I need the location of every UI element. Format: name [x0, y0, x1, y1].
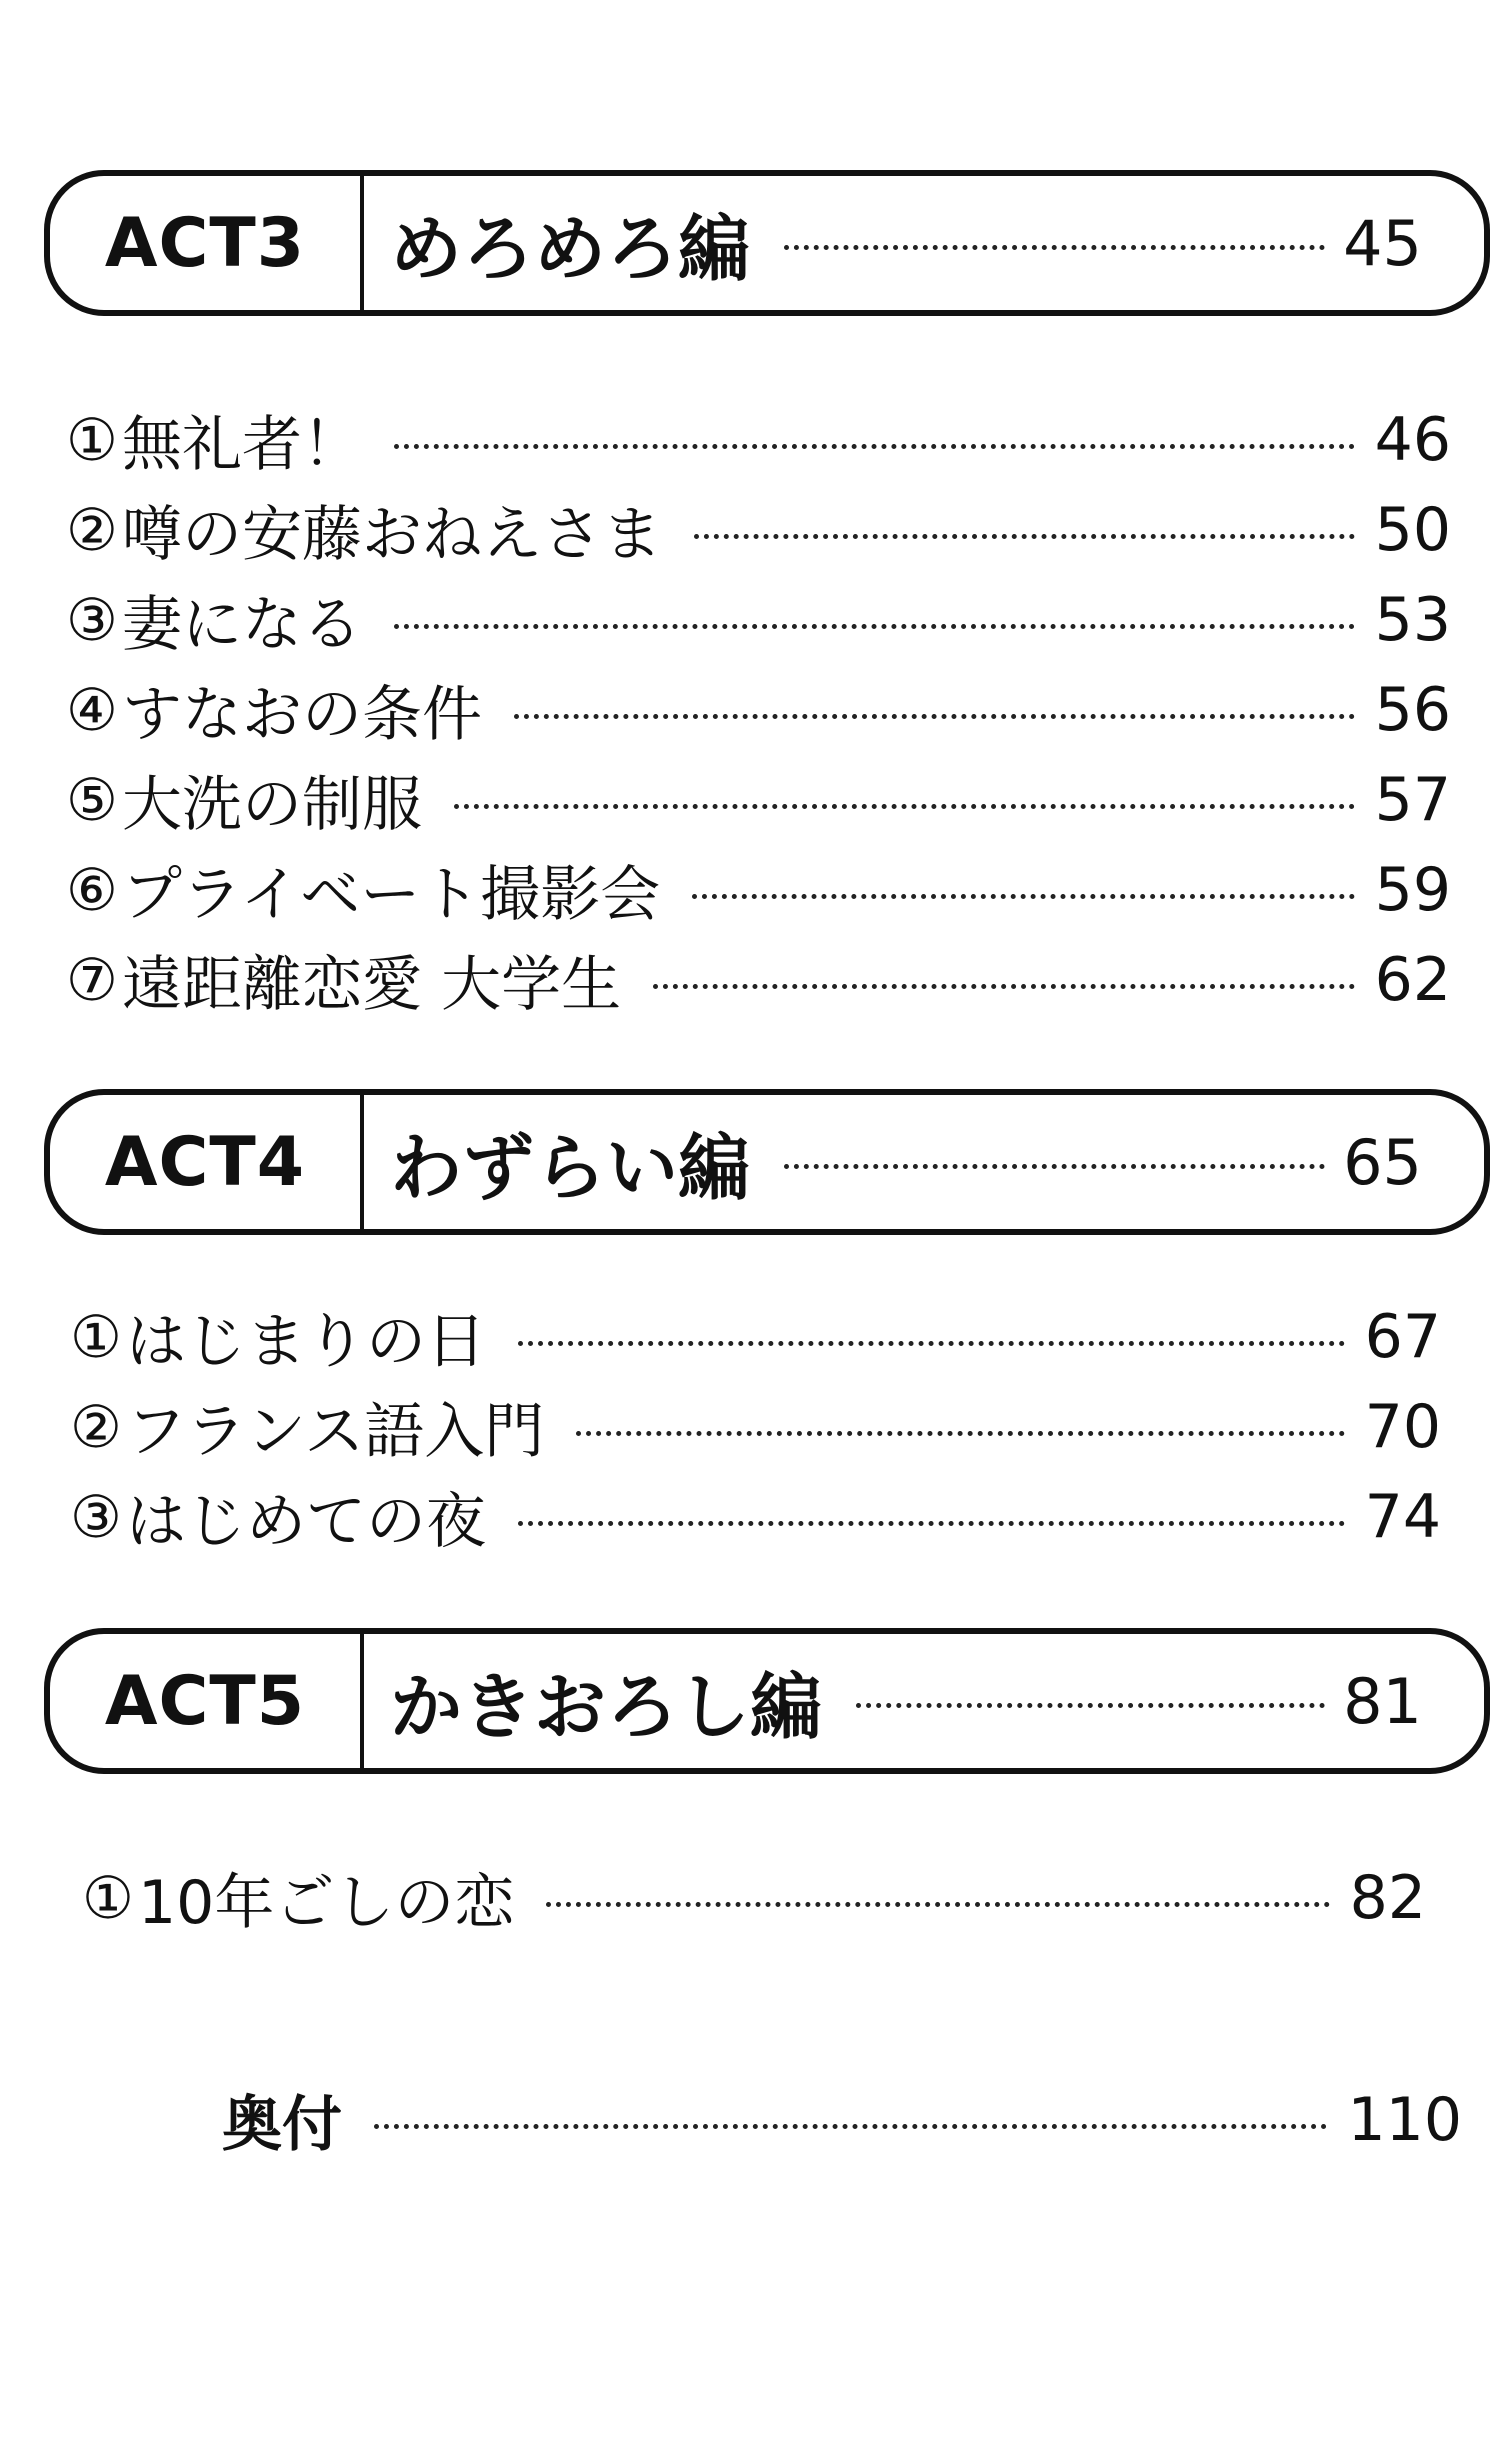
leader-dots [374, 2124, 1327, 2129]
entry-page: 59 [1374, 855, 1451, 925]
colophon-entry[interactable] [222, 2080, 1462, 2160]
entry-page: 82 [1349, 1863, 1426, 1933]
leader-dots [394, 624, 1355, 629]
toc-entry[interactable] [66, 850, 1451, 930]
entry-page: 50 [1374, 495, 1451, 565]
act5-label: ACT5 [104, 1661, 306, 1741]
toc-entry[interactable] [70, 1297, 1441, 1377]
entry-title: 噂の安藤おねえさま [122, 500, 662, 570]
entry-title: 10年ごしの恋 [138, 1868, 515, 1938]
leader-dots [694, 534, 1355, 539]
entry-title: 妻になる [122, 590, 362, 660]
act3-title: めろめろ編 [390, 207, 751, 291]
leader-dots [454, 804, 1355, 809]
entry-number: ① [82, 1864, 134, 1932]
entry-page: 62 [1374, 945, 1451, 1015]
toc-entry[interactable] [66, 580, 1451, 660]
act5-page: 81 [1343, 1664, 1422, 1738]
entry-title: プライベート撮影会 [122, 860, 661, 930]
act3-page: 45 [1343, 206, 1422, 280]
entry-page: 70 [1364, 1392, 1441, 1462]
entry-number: ⑤ [66, 766, 118, 834]
act3-label: ACT3 [104, 203, 306, 283]
act4-label: ACT4 [104, 1122, 306, 1202]
entry-title: 大洗の制服 [122, 770, 422, 840]
entry-title: はじまりの日 [126, 1307, 486, 1377]
entry-number: ② [70, 1393, 122, 1461]
toc-entry[interactable] [66, 670, 1451, 750]
leader-dots [514, 714, 1355, 719]
toc-entry[interactable] [82, 1858, 1426, 1938]
entry-page: 67 [1364, 1302, 1441, 1372]
act4-header[interactable] [44, 1089, 1490, 1235]
act5-title: かきおろし編 [390, 1665, 823, 1749]
entry-title: はじめての夜 [126, 1487, 486, 1557]
act3-header[interactable] [44, 170, 1490, 316]
toc-entry[interactable] [66, 940, 1451, 1020]
act5-header[interactable] [44, 1628, 1490, 1774]
entry-number: ⑦ [66, 946, 118, 1014]
entry-title: フランス語入門 [126, 1397, 545, 1467]
leader-dots [784, 245, 1325, 250]
leader-dots [546, 1902, 1329, 1907]
act4-page: 65 [1343, 1125, 1422, 1199]
toc-entry[interactable] [66, 400, 1451, 480]
entry-number: ① [66, 406, 118, 474]
colophon-title: 奥付 [222, 2090, 342, 2160]
entry-number: ④ [66, 676, 118, 744]
entry-page: 46 [1374, 405, 1451, 475]
entry-page: 53 [1374, 585, 1451, 655]
toc-entry[interactable] [70, 1477, 1441, 1557]
leader-dots [394, 444, 1355, 449]
entry-page: 56 [1374, 675, 1451, 745]
entry-title: 遠距離恋愛 大学生 [122, 950, 622, 1020]
entry-number: ② [66, 496, 118, 564]
act4-title: わずらい編 [390, 1126, 751, 1210]
entry-page: 74 [1364, 1482, 1441, 1552]
entry-page: 57 [1374, 765, 1451, 835]
entry-number: ③ [70, 1483, 122, 1551]
leader-dots [576, 1431, 1344, 1436]
entry-number: ① [70, 1303, 122, 1371]
leader-dots [692, 894, 1354, 899]
leader-dots [518, 1341, 1345, 1346]
entry-title: すなおの条件 [122, 680, 482, 750]
entry-number: ⑥ [66, 856, 118, 924]
colophon-page: 110 [1347, 2085, 1462, 2155]
leader-dots [518, 1521, 1345, 1526]
leader-dots [784, 1164, 1325, 1169]
toc-entry[interactable] [70, 1387, 1441, 1467]
toc-entry[interactable] [66, 760, 1451, 840]
toc-entry[interactable] [66, 490, 1451, 570]
leader-dots [856, 1703, 1325, 1708]
leader-dots [653, 984, 1355, 989]
entry-title: 無礼者！ [122, 410, 362, 480]
entry-number: ③ [66, 586, 118, 654]
